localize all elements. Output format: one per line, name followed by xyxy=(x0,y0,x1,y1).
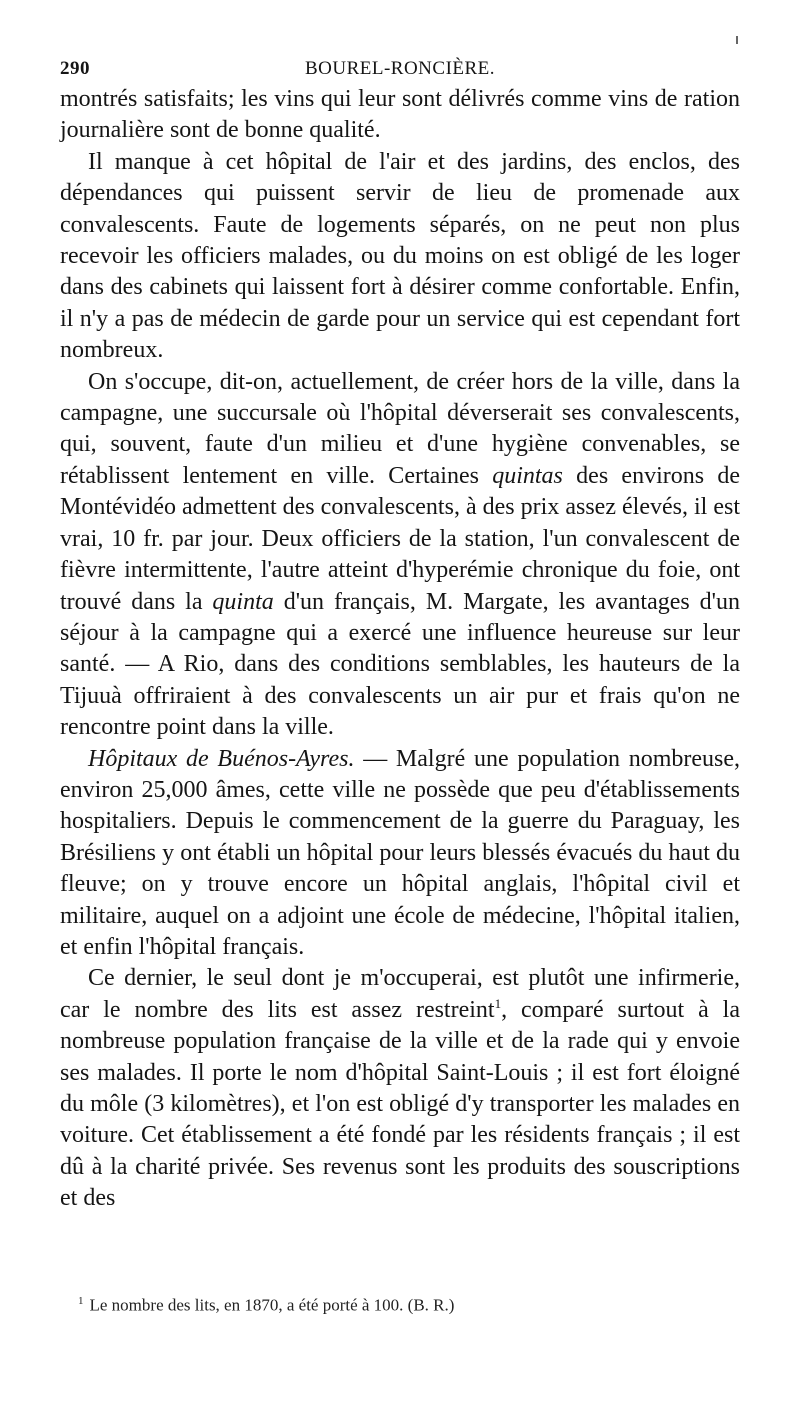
section-heading-inline: Hôpitaux de Buénos-Ayres. xyxy=(88,745,355,772)
italic-term-quinta: quinta xyxy=(212,588,274,615)
paragraph-text: On s'occupe, dit-on, actuellement, de créer hors de la ville, dans la campagne, une succursale où l'hôpital déverserait ses convalescents, qui, souvent, faute d'un milieu et d'une hygiène convenables, se rétablissent lentement en ville. Certaines xyxy=(60,368,740,489)
page-number: 290 xyxy=(60,58,90,79)
paragraph-text: des environs de Montévidéo admettent des convalescents, à des prix assez élevés, il est vrai, 10 fr. par jour. Deux officiers de la station, l'un convalescent de fièvre intermittente, l'autre atteint d'hyperémie chronique du foie, ont trouvé dans la xyxy=(60,462,741,615)
italic-term-quintas: quintas xyxy=(492,462,563,489)
paragraph-text: montrés satisfaits; les vins qui leur sont délivrés comme vins de ration journalière sont de bonne qualité. xyxy=(60,86,740,144)
running-title: BOUREL-RONCIÈRE. xyxy=(304,58,496,79)
paragraph-1 xyxy=(60,84,740,147)
book-page xyxy=(60,48,740,1215)
paragraph-text: Ce dernier, le seul dont je m'occuperai, est plutôt une infirmerie, car le nombre des lits est assez restreint xyxy=(60,965,740,1023)
paragraph-text: — Malgré une population nombreuse, environ 25,000 âmes, cette ville ne possède que peu d'établissements hospitaliers. Depuis le commencement de la guerre du Paraguay, les Brésiliens y ont établi un hôpital pour leurs blessés évacués du haut du fleuve; on y trouve encore un hôpital anglais, l'hôpital civil et militaire, auquel on a adjoint une école de médecine, l'hôpital italien, et enfin l'hôpital français. xyxy=(60,745,740,960)
footnote-mark: 1 xyxy=(78,1295,84,1307)
paragraph-4 xyxy=(60,744,740,964)
paragraph-3 xyxy=(60,367,740,744)
paragraph-5 xyxy=(60,963,740,1214)
footnote-reference: 1 xyxy=(494,995,502,1011)
body-text xyxy=(60,84,740,1215)
paragraph-2 xyxy=(60,147,740,367)
footnote-text: Le nombre des lits, en 1870, a été porté à 100. (B. R.) xyxy=(89,1295,455,1315)
page-header xyxy=(60,48,740,84)
paragraph-text: Il manque à cet hôpital de l'air et des jardins, des enclos, des dépendances qui puissent servir de lieu de promenade aux convalescents. Faute de logements séparés, on ne peut non plus recevoir les officiers malades, ou du moins on est obligé de les loger dans des cabinets qui laissent fort à désirer comme confortable. Enfin, il n'y a pas de médecin de garde pour un service qui est cependant fort nombreux. xyxy=(60,148,740,364)
paragraph-text: d'un français, M. Margate, les avantages d'un séjour à la campagne qui a exercé une influence heureuse sur leur santé. — A Rio, dans des conditions semblables, les hauteurs de la Tijuuà offriraient à des convalescents un air pur et frais qu'on ne rencontre point dans la ville. xyxy=(60,588,741,741)
footnote xyxy=(78,1295,454,1316)
margin-mark xyxy=(736,36,738,44)
paragraph-text: , comparé surtout à la nombreuse population française de la ville et de la rade qui y envoie ses malades. Il porte le nom d'hôpital Saint-Louis ; il est fort éloigné du môle (3 kilomètres), et l'on est obligé d'y transporter les malades en voiture. Cet établissement a été fondé par les résidents français ; il est dû à la charité privée. Ses revenus sont les produits des souscriptions et des xyxy=(60,996,740,1212)
